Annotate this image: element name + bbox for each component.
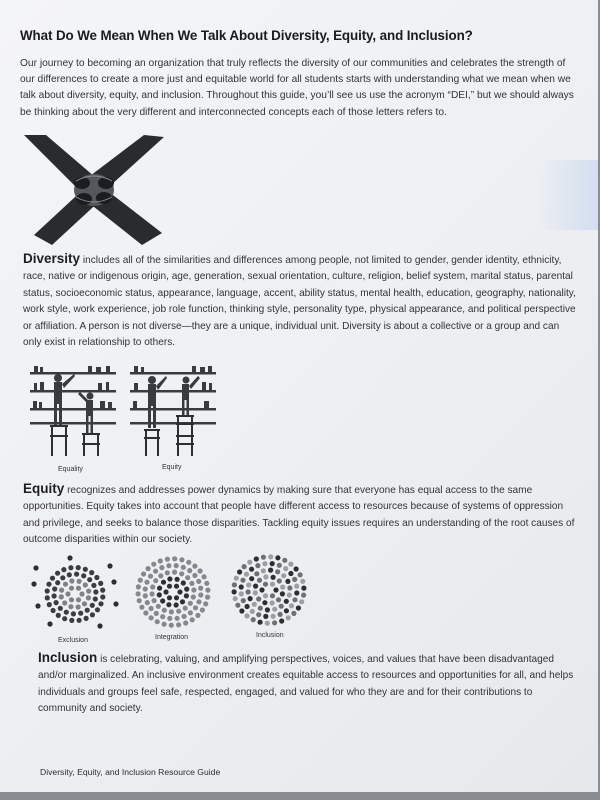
- dot: [174, 584, 179, 589]
- diversity-definition: includes all of the similarities and differences among people, not limited to gender, gender identity, ethnicity, race, native or indigenous origin, age, generation, sexual orientation, culture, religion, belief system, marital status, parental status, socioeconomic status, appearance, language, accent, ability status, mental health, education, geography, nationality, work style, work experience, job role function, thinking style, personality type, physical appearance, and political perspective or affiliation. A person is not diverse—they are a unique, individual unit. Diversity is about a collective or a group and can only exist in relationship to others.: [23, 255, 576, 349]
- dot: [294, 584, 299, 589]
- dot: [240, 578, 245, 583]
- dot: [111, 579, 116, 584]
- dot: [152, 598, 157, 603]
- dot: [67, 555, 72, 560]
- dot: [50, 576, 55, 581]
- dot: [155, 619, 160, 624]
- dot: [33, 565, 38, 570]
- dot: [188, 601, 193, 606]
- dot: [198, 586, 203, 591]
- dot: [154, 611, 159, 616]
- dot: [183, 606, 188, 611]
- dot: [149, 606, 154, 611]
- dot: [89, 570, 94, 575]
- dot: [172, 556, 177, 561]
- dot: [160, 614, 165, 619]
- dot: [143, 586, 148, 591]
- dot: [187, 568, 192, 573]
- dot: [167, 595, 172, 600]
- dot: [181, 580, 186, 585]
- dot: [69, 618, 74, 623]
- dot: [287, 592, 292, 597]
- dot: [249, 567, 254, 572]
- dot: [205, 588, 210, 593]
- dot: [136, 591, 141, 596]
- integration-caption: Integration: [155, 634, 189, 641]
- dot: [90, 603, 95, 608]
- dot: [281, 573, 286, 578]
- equity-stools-illustration: [128, 366, 218, 464]
- equality-caption: Equality: [58, 466, 83, 473]
- dot: [158, 558, 163, 563]
- dot: [81, 573, 86, 578]
- dot: [67, 572, 72, 577]
- dot: [280, 591, 285, 596]
- dot: [280, 585, 285, 590]
- dot: [143, 593, 148, 598]
- dot: [265, 607, 270, 612]
- dot: [234, 576, 239, 581]
- dot: [287, 585, 292, 590]
- dot: [288, 571, 293, 576]
- dot: [271, 614, 276, 619]
- dot: [245, 613, 250, 618]
- dot: [263, 582, 268, 587]
- dot: [276, 597, 281, 602]
- dot: [97, 623, 102, 628]
- dot: [31, 581, 36, 586]
- dot: [195, 613, 200, 618]
- dot: [250, 609, 255, 614]
- dot: [137, 598, 142, 603]
- dot: [45, 588, 50, 593]
- dot: [246, 582, 251, 587]
- dot: [169, 623, 174, 628]
- dot: [64, 610, 69, 615]
- dot: [175, 577, 180, 582]
- dot: [165, 570, 170, 575]
- dot: [256, 612, 261, 617]
- dot: [158, 573, 163, 578]
- inclusion-definition: is celebrating, valuing, and amplifying perspectives, voices, and values that have been disadvantaged and/or marginalized. An inclusive environment creates equitable access to resources and opportunities for all, and helps individuals and groups feel safe, respected, engaged, and valued for who they are and for their contributions to community and society.: [38, 654, 574, 715]
- dot: [107, 563, 112, 568]
- dot: [284, 608, 289, 613]
- dot: [79, 591, 84, 596]
- dot: [189, 581, 194, 586]
- dot: [179, 571, 184, 576]
- dot: [62, 616, 67, 621]
- dot: [95, 607, 100, 612]
- dot: [169, 609, 174, 614]
- dot: [68, 565, 73, 570]
- dot: [61, 567, 66, 572]
- dot: [262, 561, 267, 566]
- dot: [83, 582, 88, 587]
- dot: [181, 565, 186, 570]
- dot: [196, 579, 201, 584]
- dot: [279, 604, 284, 609]
- joined-hands-illustration: [24, 135, 164, 245]
- dot: [247, 560, 252, 565]
- dot: [256, 596, 261, 601]
- dot: [193, 605, 198, 610]
- dot: [143, 610, 148, 615]
- dot: [84, 616, 89, 621]
- dot: [59, 588, 64, 593]
- dot: [76, 597, 81, 602]
- dot: [153, 578, 158, 583]
- dot: [300, 579, 305, 584]
- dot: [268, 568, 273, 573]
- dot: [93, 589, 98, 594]
- dot: [69, 578, 74, 583]
- dot: [46, 582, 51, 587]
- dot: [284, 599, 289, 604]
- dot: [232, 582, 237, 587]
- dot: [191, 594, 196, 599]
- exclusion-caption: Exclusion: [58, 637, 88, 644]
- dot: [237, 569, 242, 574]
- dot: [151, 562, 156, 567]
- equity-paragraph: [23, 481, 578, 549]
- page-footer: Diversity, Equity, and Inclusion Resource Guide: [40, 767, 221, 777]
- dot: [286, 615, 291, 620]
- inclusion-dot-diagram: [224, 550, 314, 630]
- dot: [52, 593, 57, 598]
- dot: [258, 620, 263, 625]
- dot: [157, 592, 162, 597]
- dot: [258, 606, 263, 611]
- dot: [47, 602, 52, 607]
- dot: [87, 577, 92, 582]
- dot: [78, 611, 83, 616]
- dot: [163, 589, 168, 594]
- dot: [146, 566, 151, 571]
- dot: [242, 564, 247, 569]
- dot: [191, 587, 196, 592]
- dot: [56, 613, 61, 618]
- dot: [51, 608, 56, 613]
- dot: [263, 593, 268, 598]
- diversity-term: Diversity: [23, 251, 81, 266]
- dot: [148, 574, 153, 579]
- dot: [282, 558, 287, 563]
- dot: [69, 597, 74, 602]
- dot: [167, 576, 172, 581]
- integration-dot-diagram: [128, 552, 218, 632]
- dot: [58, 606, 63, 611]
- inclusion-paragraph: [38, 650, 578, 718]
- dot: [162, 608, 167, 613]
- dot: [77, 618, 82, 623]
- dot: [273, 587, 278, 592]
- dot: [277, 578, 282, 583]
- dot: [190, 617, 195, 622]
- dot: [161, 580, 166, 585]
- dot: [77, 579, 82, 584]
- dot: [253, 584, 258, 589]
- dot: [289, 603, 294, 608]
- dot: [172, 570, 177, 575]
- dot: [150, 584, 155, 589]
- dot: [192, 573, 197, 578]
- dot: [100, 588, 105, 593]
- dot: [245, 604, 250, 609]
- equity-definition: recognizes and addresses power dynamics by making sure that everyone has equal access to the same opportunities. Equity takes into account that people have different access to resources because of systems of oppression and privilege, and seeks to balance those disparities. Tackling equity issues requires an understanding of the root causes of outcome disparities within our society.: [23, 485, 575, 546]
- dot: [74, 572, 79, 577]
- dot: [185, 575, 190, 580]
- dot: [139, 605, 144, 610]
- dot: [239, 608, 244, 613]
- dot: [184, 587, 189, 592]
- dot: [83, 567, 88, 572]
- equity-term: Equity: [23, 481, 65, 496]
- dot: [86, 595, 91, 600]
- dot: [165, 557, 170, 562]
- dot: [278, 612, 283, 617]
- dot: [62, 600, 67, 605]
- dot: [179, 557, 184, 562]
- dot: [91, 583, 96, 588]
- dot: [241, 598, 246, 603]
- dot: [76, 586, 81, 591]
- dot: [272, 620, 277, 625]
- dot: [144, 580, 149, 585]
- dot: [180, 599, 185, 604]
- dot: [239, 584, 244, 589]
- dot: [239, 591, 244, 596]
- dot: [249, 576, 254, 581]
- dot: [270, 582, 275, 587]
- dot: [98, 601, 103, 606]
- dot: [196, 599, 201, 604]
- dot: [76, 565, 81, 570]
- dot: [157, 586, 162, 591]
- dot: [261, 555, 266, 560]
- dot: [263, 574, 268, 579]
- dot: [138, 578, 143, 583]
- dot: [153, 569, 158, 574]
- dot: [65, 591, 70, 596]
- dot: [68, 604, 73, 609]
- dot: [94, 575, 99, 580]
- intro-paragraph: Our journey to becoming an organization that truly reflects the diversity of our communities and celebrates the strength of our differences to create a more just and equitable world for all students starts with understanding what we mean when we talk about diversity, equity, and inclusion. Throughout this guide, you’ll see us use the acronym “DEI,” but we should always be thinking about the very different and interconnected concepts each of those letters refers to.: [20, 58, 574, 118]
- dot: [232, 589, 237, 594]
- dot: [275, 569, 280, 574]
- dot: [271, 575, 276, 580]
- dot: [259, 587, 264, 592]
- dot: [292, 597, 297, 602]
- exclusion-dot-diagram: [30, 554, 120, 634]
- dot: [198, 568, 203, 573]
- dot: [257, 578, 262, 583]
- dot: [246, 589, 251, 594]
- dot: [86, 589, 91, 594]
- dot: [52, 586, 57, 591]
- dot: [204, 581, 209, 586]
- dot: [235, 603, 240, 608]
- dot: [47, 621, 52, 626]
- dot: [162, 622, 167, 627]
- dot: [175, 616, 180, 621]
- dot: [174, 602, 179, 607]
- dot: [203, 601, 208, 606]
- page-heading: What Do We Mean When We Talk About Diversity, Equity, and Inclusion?: [20, 28, 473, 43]
- dot: [292, 577, 297, 582]
- dot: [277, 563, 282, 568]
- dot: [198, 592, 203, 597]
- dot: [54, 600, 59, 605]
- dot: [60, 575, 65, 580]
- dot: [255, 563, 260, 568]
- dot: [176, 622, 181, 627]
- inclusion-term: Inclusion: [38, 650, 98, 665]
- dot: [233, 596, 238, 601]
- dot: [145, 600, 150, 605]
- dot: [261, 568, 266, 573]
- dot: [263, 614, 268, 619]
- dot: [270, 561, 275, 566]
- dot: [35, 603, 40, 608]
- dot: [254, 556, 259, 561]
- dot: [136, 584, 141, 589]
- dot: [298, 572, 303, 577]
- inclusion-caption: Inclusion: [256, 632, 284, 639]
- dot: [167, 616, 172, 621]
- diversity-paragraph: [23, 251, 578, 351]
- dot: [268, 554, 273, 559]
- dot: [141, 571, 146, 576]
- dot: [55, 580, 60, 585]
- dot: [202, 574, 207, 579]
- dot: [265, 621, 270, 626]
- dot: [285, 579, 290, 584]
- dot: [76, 604, 81, 609]
- dot: [270, 593, 275, 598]
- dot: [156, 604, 161, 609]
- dot: [275, 555, 280, 560]
- dot: [174, 595, 179, 600]
- dot: [160, 598, 165, 603]
- dot: [279, 618, 284, 623]
- dot: [291, 611, 296, 616]
- dot: [85, 608, 90, 613]
- dot: [71, 611, 76, 616]
- dot: [45, 595, 50, 600]
- equality-illustration: [28, 366, 118, 464]
- dot: [93, 596, 98, 601]
- dot: [100, 594, 105, 599]
- dot: [301, 593, 306, 598]
- dot: [90, 612, 95, 617]
- dot: [244, 572, 249, 577]
- dot: [166, 602, 171, 607]
- dot: [283, 566, 288, 571]
- equity-caption: Equity: [162, 464, 182, 471]
- dot: [254, 571, 259, 576]
- dot: [270, 600, 275, 605]
- dot: [113, 601, 118, 606]
- dot: [149, 615, 154, 620]
- dot: [166, 563, 171, 568]
- dot: [184, 593, 189, 598]
- dot: [167, 584, 172, 589]
- dot: [188, 610, 193, 615]
- dot: [200, 607, 205, 612]
- dot: [205, 595, 210, 600]
- dot: [262, 600, 267, 605]
- dot: [294, 590, 299, 595]
- dot: [177, 589, 182, 594]
- dot: [69, 586, 74, 591]
- dot: [182, 614, 187, 619]
- dot: [294, 566, 299, 571]
- dot: [174, 563, 179, 568]
- dot: [252, 602, 257, 607]
- dot: [176, 609, 181, 614]
- dot: [55, 571, 60, 576]
- dot: [251, 617, 256, 622]
- dot: [253, 590, 258, 595]
- dot: [192, 564, 197, 569]
- dot: [82, 601, 87, 606]
- dot: [150, 591, 155, 596]
- page-edge-shadow: [538, 160, 598, 230]
- dot: [296, 605, 301, 610]
- dot: [183, 620, 188, 625]
- dot: [301, 586, 306, 591]
- dot: [98, 581, 103, 586]
- dot: [186, 560, 191, 565]
- dot: [248, 596, 253, 601]
- dot: [299, 599, 304, 604]
- dot: [159, 565, 164, 570]
- dot: [59, 594, 64, 599]
- dot: [272, 607, 277, 612]
- dot: [63, 582, 68, 587]
- dot: [288, 562, 293, 567]
